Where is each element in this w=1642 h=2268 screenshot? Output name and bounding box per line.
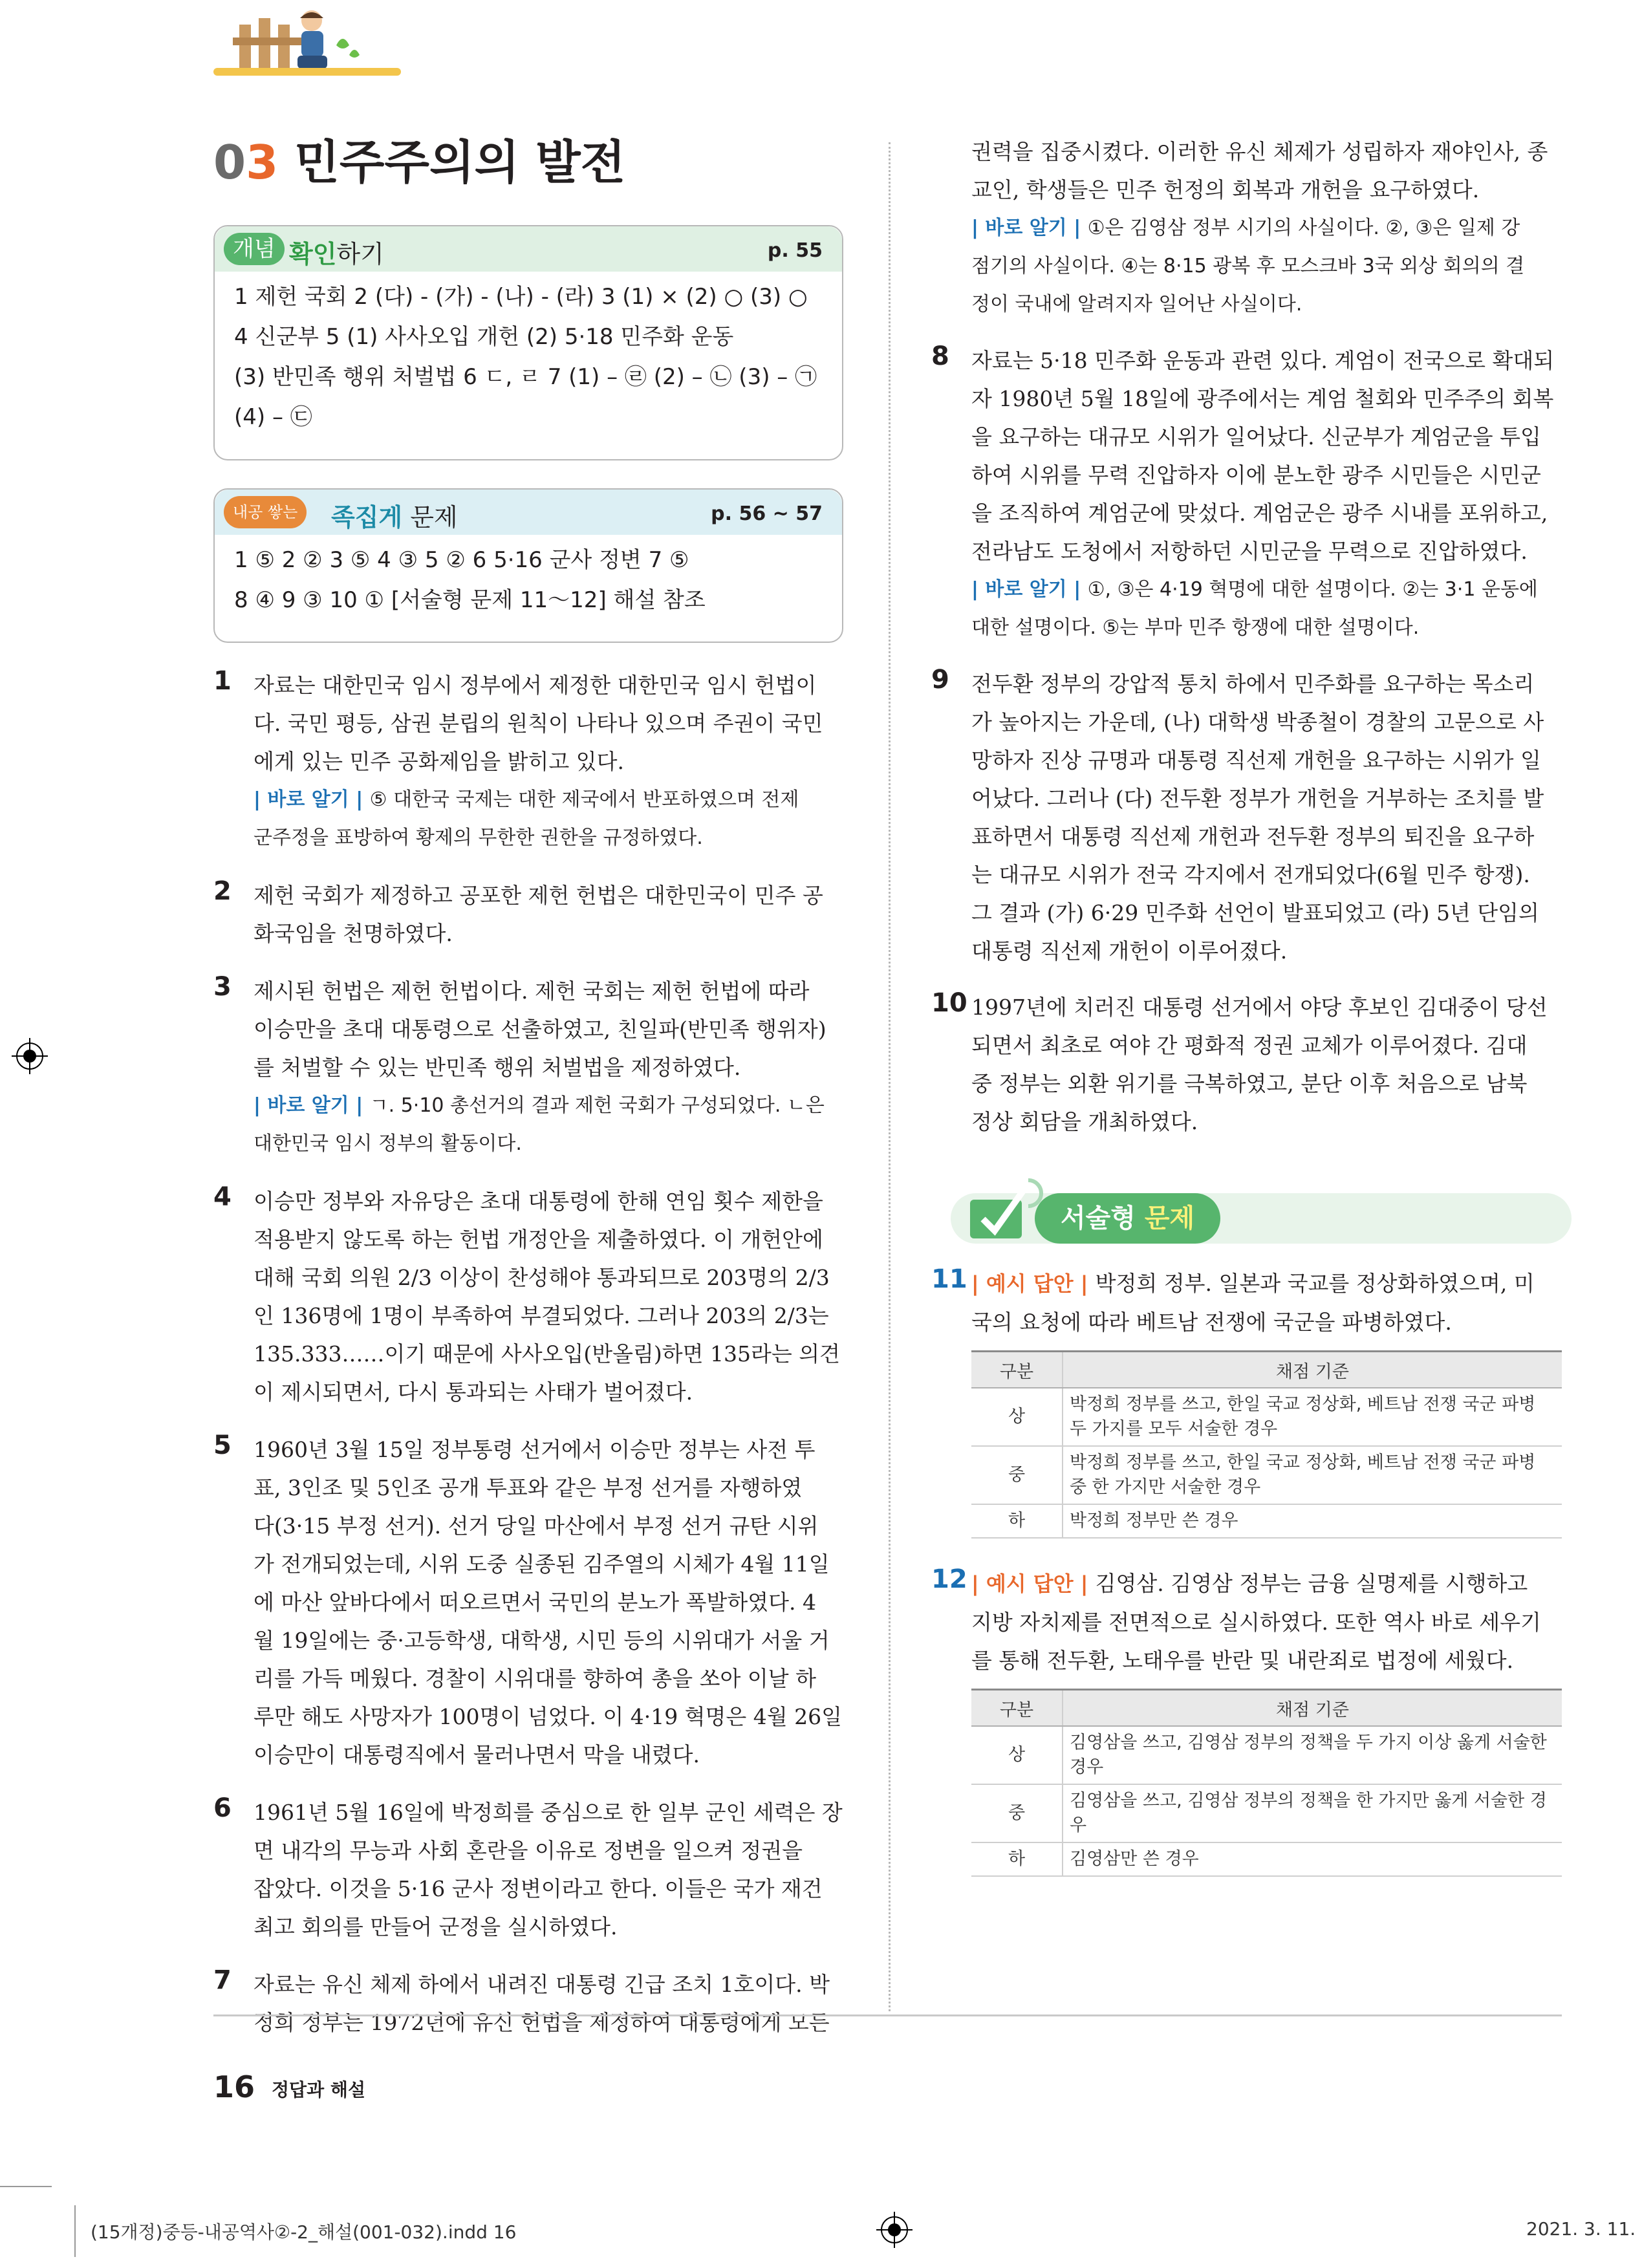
note-label: 바로 알기	[985, 217, 1067, 239]
text-line	[971, 1303, 1562, 1341]
note-line	[254, 1125, 847, 1163]
criteria-cell: 박정희 정부를 쓰고, 한일 국교 정상화, 베트남 전쟁 국군 파병 중 한 가지만 서술한 경우	[1063, 1446, 1562, 1504]
note-line	[971, 609, 1562, 647]
item-number: 1	[213, 666, 232, 696]
text-line: 대통령 직선제 개헌이 이루어졌다.	[971, 938, 1288, 964]
note-tag	[254, 788, 370, 811]
note-text: 점기의 사실이다. ④는 8·15 광복 후 모스크바 3국 외상 회의의 결	[971, 255, 1525, 277]
text-line: 전라남도 도청에서 저항하던 시민군을 무력으로 진압하였다.	[971, 539, 1528, 564]
item-text	[254, 666, 847, 781]
text-line: 는 대규모 시위가 전국 각지에서 전개되었다(6월 민주 항쟁).	[971, 862, 1530, 887]
note-tag	[971, 578, 1088, 601]
table-row	[971, 1726, 1562, 1784]
grade-cell: 상	[971, 1726, 1063, 1784]
text-line: 이승만 정부와 자유당은 초대 대통령에 한해 연임 횟수 제한을	[254, 1189, 823, 1214]
text-line: 되면서 최초로 여야 간 평화적 정권 교체가 이루어졌다. 김대	[971, 1033, 1528, 1058]
text-line: 다. 국민 평등, 삼권 분립의 원칙이 나타나 있으며 주권이 국민	[254, 711, 823, 736]
essay-answer	[971, 1264, 1562, 1341]
note-tag	[254, 1094, 370, 1117]
table-header-grade: 구분	[971, 1690, 1063, 1727]
item-text	[254, 876, 847, 953]
answer-label: 예시 답안	[986, 1271, 1074, 1296]
essay-question	[931, 1564, 1562, 1877]
slug-filename: (15개정)중등-내공역사②-2_해설(001-032).indd 16	[91, 2221, 517, 2243]
answer-item	[213, 1793, 847, 1946]
text-line: 권력을 집중시켰다. 이러한 유신 체제가 성립하자 재야인사, 종	[971, 139, 1548, 164]
concept-pill: 개념	[224, 233, 285, 265]
note-bar: |	[971, 578, 986, 601]
table-header-criteria: 채점 기준	[1063, 1352, 1562, 1388]
answer-text: 를 통해 전두환, 노태우를 반란 및 내란죄로 법정에 세웠다.	[971, 1648, 1514, 1673]
answer-item	[931, 988, 1562, 1141]
text-line: 화국임을 천명하였다.	[254, 921, 453, 946]
answer-text: 박정희 정부. 일본과 국교를 정상화하였으며, 미	[1095, 1271, 1535, 1296]
scoring-table	[971, 1689, 1562, 1877]
answer-bar: |	[971, 1571, 986, 1596]
item-number: 2	[213, 876, 232, 906]
answer-bar: |	[1073, 1571, 1096, 1596]
note-bar: |	[254, 1094, 268, 1117]
answer-text: 김영삼. 김영삼 정부는 금융 실명제를 시행하고	[1095, 1571, 1528, 1596]
note-tag	[971, 217, 1088, 239]
page-number: 16	[213, 2069, 255, 2104]
note-bar: |	[349, 788, 370, 811]
key-box-title: 족집게 문제	[331, 503, 458, 532]
continued-text	[971, 133, 1562, 209]
answer-text: 국의 요청에 따라 베트남 전쟁에 국군을 파병하였다.	[971, 1310, 1452, 1335]
text-line: 가 높아지는 가운데, (나) 대학생 박종철이 경찰의 고문으로 사	[971, 709, 1544, 735]
text-line: 1961년 5월 16일에 박정희를 중심으로 한 일부 군인 세력은 장	[254, 1800, 843, 1825]
answer-item	[213, 1965, 847, 2042]
item-number: 10	[931, 988, 967, 1018]
note-text: ①, ③은 4·19 혁명에 대한 설명이다. ②는 3·1 운동에	[1087, 578, 1538, 601]
text-line: 제헌 국회가 제정하고 공포한 제헌 헌법은 대한민국이 민주 공	[254, 883, 823, 908]
right-column	[931, 133, 1562, 1141]
bottom-rule	[213, 2014, 1562, 2016]
slug-date: 2021. 3. 11.	[1526, 2218, 1636, 2240]
registration-mark-icon	[876, 2212, 913, 2248]
text-line: 자료는 5·18 민주화 운동과 관련 있다. 계엄이 전국으로 확대되	[971, 348, 1555, 373]
text-line: 표하면서 대통령 직선제 개헌과 전두환 정부의 퇴진을 요구하	[971, 824, 1535, 849]
note-line	[254, 1086, 847, 1125]
item-number: 3	[213, 972, 232, 1002]
text-line: 리를 가득 메웠다. 경찰이 시위대를 향하여 총을 쏘아 이날 하	[254, 1666, 816, 1691]
answer-label: 예시 답안	[986, 1571, 1074, 1596]
badge-pill: 내공 쌓는	[224, 496, 307, 528]
text-line: 자료는 유신 체제 하에서 내려진 대통령 긴급 조치 1호이다. 박	[254, 1972, 830, 1997]
answer-tag	[971, 1271, 1096, 1296]
concept-box-title: 확인하기	[289, 240, 384, 268]
table-row	[971, 1388, 1562, 1446]
text-line: 망하자 진상 규명과 대통령 직선제 개헌을 요구하는 시위가 일	[971, 748, 1541, 773]
text-line: 월 19일에는 중·고등학생, 대학생, 시민 등의 시위대가 서울 거	[254, 1628, 830, 1653]
table-header-criteria: 채점 기준	[1063, 1690, 1562, 1727]
note-text: ⑤ 대한국 국제는 대한 제국에서 반포하였으며 전제	[369, 788, 799, 811]
table-header-grade: 구분	[971, 1352, 1063, 1388]
text-line: 정희 정부는 1972년에 유신 헌법을 제정하여 대통령에게 모든	[254, 2010, 830, 2035]
answer-item	[931, 665, 1562, 970]
essay-number: 12	[931, 1564, 967, 1594]
text-line: 1997년에 치러진 대통령 선거에서 야당 후보인 김대중이 당선	[971, 995, 1548, 1020]
grade-cell: 상	[971, 1388, 1063, 1446]
text-line: 이 제시되면서, 다시 통과되는 사태가 벌어졌다.	[254, 1379, 693, 1405]
item-text	[254, 1182, 847, 1411]
item-number: 5	[213, 1431, 232, 1460]
header-bar	[213, 68, 401, 76]
crop-mark	[0, 2186, 52, 2187]
text-line: 인 136명에 1명이 부족하여 부결되었다. 그러나 203의 2/3는	[254, 1303, 829, 1328]
item-text	[971, 341, 1562, 570]
note-bar: |	[254, 788, 268, 811]
text-line: 표, 3인조 및 5인조 공개 투표와 같은 부정 선거를 자행하였	[254, 1475, 803, 1500]
grade-cell: 하	[971, 1504, 1063, 1538]
text-line: 제시된 헌법은 제헌 헌법이다. 제헌 국회는 제헌 헌법에 따라	[254, 978, 810, 1004]
text-line: 그 결과 (가) 6·29 민주화 선언이 발표되었고 (라) 5년 단임의	[971, 900, 1539, 925]
answer-item	[213, 666, 847, 857]
text-line: 대해 국회 의원 2/3 이상이 찬성해야 통과되므로 203명의 2/3	[254, 1265, 830, 1290]
text-line: 정상 회담을 개최하였다.	[971, 1109, 1198, 1134]
note-label: 바로 알기	[267, 1094, 349, 1117]
item-text	[254, 1793, 847, 1946]
note-label: 바로 알기	[267, 788, 349, 811]
concept-box-page: p. 55	[767, 239, 823, 262]
left-column	[213, 666, 847, 2042]
answer-bar: |	[1073, 1271, 1096, 1296]
text-line: 면 내각의 무능과 사회 혼란을 이유로 정변을 일으켜 정권을	[254, 1838, 803, 1863]
registration-mark-icon	[12, 1038, 48, 1074]
text-line: 자 1980년 5월 18일에 광주에서는 계엄 철회와 민주주의 회복	[971, 386, 1554, 411]
answer-item	[213, 972, 847, 1163]
note-line	[971, 285, 1562, 323]
note-line	[971, 247, 1562, 285]
correction-note	[254, 781, 847, 857]
text-line: 루만 해도 사망자가 100명이 넘었다. 이 4·19 혁명은 4월 26일	[254, 1704, 843, 1729]
key-box-page: p. 56 ~ 57	[711, 502, 823, 525]
answer-item	[213, 1431, 847, 1774]
text-line: 1960년 3월 15일 정부통령 선거에서 이승만 정부는 사전 투	[254, 1437, 816, 1462]
criteria-cell: 김영삼을 쓰고, 김영삼 정부의 정책을 두 가지 이상 옳게 서술한 경우	[1063, 1726, 1562, 1784]
essay-answer	[971, 1564, 1562, 1679]
text-line: 중 정부는 외환 위기를 극복하였고, 분단 이후 처음으로 남북	[971, 1071, 1528, 1096]
scoring-table	[971, 1350, 1562, 1539]
essay-header-pill: 서술형 문제	[1035, 1193, 1220, 1244]
text-line: 자료는 대한민국 임시 정부에서 제정한 대한민국 임시 헌법이	[254, 673, 817, 698]
key-answers: 1 ⑤ 2 ② 3 ⑤ 4 ③ 5 ② 6 5·16 군사 정변 7 ⑤ 8 ④ 9 ③ 10 ① [서술형 문제 11～12] 해설 참조	[234, 547, 706, 613]
text-line	[971, 1641, 1562, 1679]
essay-area	[931, 1264, 1562, 1877]
concept-check-box	[213, 225, 843, 460]
note-line	[254, 819, 847, 857]
crop-mark	[74, 2205, 76, 2257]
text-line: 어났다. 그러나 (다) 전두환 정부가 개헌을 거부하는 조치를 발	[971, 786, 1544, 811]
footer-label: 정답과 해설	[272, 2079, 365, 2101]
text-line: 전두환 정부의 강압적 통치 하에서 민주화를 요구하는 목소리	[971, 671, 1535, 697]
note-line	[971, 209, 1562, 247]
criteria-cell: 박정희 정부를 쓰고, 한일 국교 정상화, 베트남 전쟁 국군 파병 두 가지를 모두 서술한 경우	[1063, 1388, 1562, 1446]
text-line: 을 요구하는 대규모 시위가 일어났다. 신군부가 계엄군을 투입	[971, 424, 1541, 449]
text-line: 을 조직하여 계엄군에 맞섰다. 계엄군은 광주 시내를 포위하고,	[971, 501, 1548, 526]
item-number: 8	[931, 341, 949, 371]
text-line: 잡았다. 이것을 5·16 군사 정변이라고 한다. 이들은 국가 재건	[254, 1876, 823, 1901]
table-row	[971, 1504, 1562, 1538]
note-bar: |	[971, 217, 986, 239]
grade-cell: 중	[971, 1784, 1063, 1842]
answer-item	[213, 1182, 847, 1411]
correction-note	[971, 209, 1562, 323]
note-text: 대한민국 임시 정부의 활동이다.	[254, 1132, 522, 1155]
note-bar: |	[349, 1094, 370, 1117]
concept-answers: 1 제헌 국회 2 (다) - (가) - (나) - (라) 3 (1) × (2) ○ (3) ○ 4 신군부 5 (1) 사사오입 개헌 (2) 5·18 민주화 운동 (3) 반민족 행위 처벌법 6 ㄷ, ㄹ 7 (1) – ㉣ (2) – ㉡ (3) – ㉠ (4) – ㉢	[234, 284, 817, 430]
answer-bar: |	[971, 1271, 986, 1296]
note-line	[254, 781, 847, 819]
text-line	[971, 1603, 1562, 1641]
note-text: 군주정을 표방하여 황제의 무한한 권한을 규정하였다.	[254, 826, 703, 849]
text-line: 를 처벌할 수 있는 반민족 행위 처벌법을 제정하였다.	[254, 1055, 741, 1080]
essay-number: 11	[931, 1264, 967, 1294]
essay-question	[931, 1264, 1562, 1539]
item-text	[254, 1965, 847, 2042]
gardener-illustration	[272, 6, 369, 78]
text-line: 이승만이 대통령직에서 물러나면서 막을 내렸다.	[254, 1742, 700, 1767]
key-problems-box	[213, 488, 843, 643]
correction-note	[254, 1086, 847, 1163]
answer-text: 지방 자치제를 전면적으로 실시하였다. 또한 역사 바로 세우기	[971, 1610, 1541, 1635]
item-number: 4	[213, 1182, 232, 1212]
note-text: 정이 국내에 알려지자 일어난 사실이다.	[971, 293, 1302, 316]
text-line: 135.333……이기 때문에 사사오입(반올림)하면 135라는 의견	[254, 1341, 840, 1366]
table-row	[971, 1784, 1562, 1842]
section-title: 03 민주주의의 발전	[213, 135, 626, 189]
text-line: 최고 회의를 만들어 군정을 실시하였다.	[254, 1914, 618, 1939]
item-text	[254, 1431, 847, 1774]
answer-item	[931, 341, 1562, 647]
text-line: 에게 있는 민주 공화제임을 밝히고 있다.	[254, 749, 624, 774]
note-text: 대한 설명이다. ⑤는 부마 민주 항쟁에 대한 설명이다.	[971, 616, 1420, 639]
item-number: 9	[931, 665, 949, 695]
text-line: 가 전개되었는데, 시위 도중 실종된 김주열의 시체가 4월 11일	[254, 1551, 830, 1577]
item-text	[971, 665, 1562, 970]
grade-cell: 중	[971, 1446, 1063, 1504]
criteria-cell: 김영삼을 쓰고, 김영삼 정부의 정책을 한 가지만 옳게 서술한 경우	[1063, 1784, 1562, 1842]
criteria-cell: 박정희 정부만 쓴 경우	[1063, 1504, 1562, 1538]
answer-tag	[971, 1571, 1096, 1596]
note-text: ①은 김영삼 정부 시기의 사실이다. ②, ③은 일제 강	[1087, 217, 1520, 239]
table-row	[971, 1446, 1562, 1504]
note-line	[971, 570, 1562, 609]
text-line	[971, 1564, 1562, 1603]
text-line: 적용받지 않도록 하는 헌법 개정안을 제출하였다. 이 개헌안에	[254, 1227, 823, 1252]
correction-note	[971, 570, 1562, 647]
answer-item	[213, 876, 847, 953]
text-line: 하여 시위를 무력 진압하자 이에 분노한 광주 시민들은 시민군	[971, 462, 1541, 488]
text-line: 이승만을 초대 대통령으로 선출하였고, 친일파(반민족 행위자)	[254, 1017, 826, 1042]
item-number: 6	[213, 1793, 232, 1823]
note-text: ㄱ. 5·10 총선거의 결과 제헌 국회가 구성되었다. ㄴ은	[369, 1094, 825, 1117]
text-line: 다(3·15 부정 선거). 선거 당일 마산에서 부정 선거 규탄 시위	[254, 1513, 819, 1539]
note-label: 바로 알기	[985, 578, 1067, 601]
note-bar: |	[1066, 578, 1088, 601]
grade-cell: 하	[971, 1842, 1063, 1876]
table-row	[971, 1842, 1562, 1876]
note-bar: |	[1066, 217, 1088, 239]
column-divider	[889, 142, 891, 2011]
text-line: 교인, 학생들은 민주 헌정의 회복과 개헌을 요구하였다.	[971, 177, 1480, 202]
text-line	[971, 1264, 1562, 1303]
item-number: 7	[213, 1965, 232, 1995]
text-line: 에 마산 앞바다에서 떠오르면서 국민의 분노가 폭발하였다. 4	[254, 1590, 816, 1615]
criteria-cell: 김영삼만 쓴 경우	[1063, 1842, 1562, 1876]
item-text	[971, 988, 1562, 1141]
item-text	[254, 972, 847, 1086]
